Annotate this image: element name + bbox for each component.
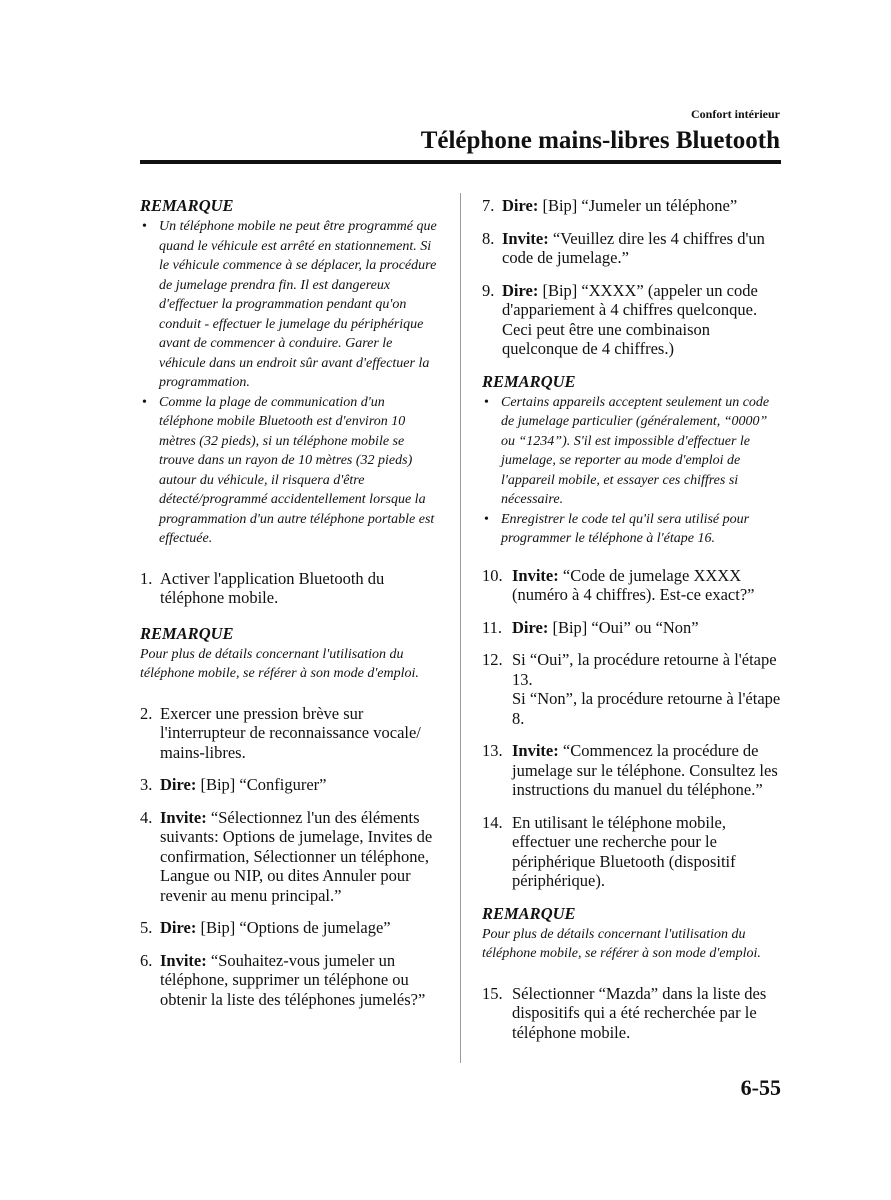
column-divider <box>460 193 461 1063</box>
step-number: 6. <box>140 950 153 970</box>
note-list <box>140 217 440 549</box>
step-number: 5. <box>140 918 153 937</box>
header-rule <box>140 160 781 164</box>
step-keyword: Dire: <box>502 196 539 215</box>
step-text: Si “Non”, la procédure retourne à l'étape 8. <box>512 689 781 728</box>
step-text: [Bip] “Oui” ou “Non” <box>548 617 699 637</box>
note-bullet-item <box>140 217 440 393</box>
note-title: REMARQUE <box>140 623 234 643</box>
step-number: 8. <box>482 228 495 248</box>
note-bullet-text: Enregistrer le code tel qu'il sera utilisé pour programmer le téléphone à l'étape 16. <box>501 511 750 546</box>
step-number: 3. <box>140 775 153 794</box>
note-bullet-text: Comme la plage de communication d'un téléphone mobile Bluetooth est d'environ 10 mètres (32 pieds), si un téléphone mobile se trouve dans un rayon de 10 mètres (32 pieds) autour du véhicule, il risquera d'être détecté/programmé accidentellement lorsque la programmation d'un autre téléphone portable est effectuée. <box>159 394 435 546</box>
step-10 <box>482 566 782 605</box>
step-7 <box>482 196 782 216</box>
note-text: Pour plus de détails concernant l'utilisation du téléphone mobile, se référer à son mode d'emploi. <box>482 926 761 961</box>
step-keyword: Dire: <box>502 280 539 300</box>
section-label: Confort intérieur <box>691 107 780 121</box>
page-title: Téléphone mains-libres Bluetooth <box>420 127 780 154</box>
step-keyword: Dire: <box>160 918 197 937</box>
step-number: 14. <box>482 812 503 832</box>
step-keyword: Invite: <box>160 807 207 827</box>
step-text: “Sélectionnez l'un des éléments suivants: Options de jumelage, Invites de confirmation, Sélectionner un téléphone, Langue ou NIP, ou dites Annuler pour revenir au menu principal.” <box>160 807 433 905</box>
step-keyword: Invite: <box>512 565 559 585</box>
step-6 <box>140 951 440 1010</box>
right-column <box>482 196 782 1042</box>
step-keyword: Invite: <box>512 741 559 760</box>
note-bullet-text: Certains appareils acceptent seulement un code de jumelage particulier (généralement, “0000” ou “1234”). S'il est impossible d'effectuer le jumelage, se reporter au mode d'emploi de l'appareil mobile, et essayer ces chiffres si nécessaire. <box>501 394 770 507</box>
step-keyword: Invite: <box>502 228 549 248</box>
note-block <box>140 196 440 549</box>
step-number: 7. <box>482 196 495 215</box>
step-number: 15. <box>482 983 503 1003</box>
note-block <box>140 624 440 684</box>
step-keyword: Dire: <box>160 775 197 794</box>
page-header <box>140 106 780 156</box>
note-bullet-item <box>140 393 440 549</box>
step-3 <box>140 775 440 795</box>
step-number: 13. <box>482 741 503 760</box>
step-text: “Commencez la procédure de jumelage sur le téléphone. Consultez les instructions du manuel du téléphone.” <box>512 741 778 799</box>
step-1 <box>140 569 440 608</box>
note-title: REMARQUE <box>482 371 576 391</box>
step-text: Exercer une pression brève sur l'interrupteur de reconnaissance vocale/ mains-libres. <box>160 703 421 762</box>
note-block <box>482 372 782 549</box>
step-text: Sélectionner “Mazda” dans la liste des dispositifs qui a été recherchée par le téléphone mobile. <box>512 983 767 1042</box>
step-text: Si “Oui”, la procédure retourne à l'étape 13. <box>512 650 777 689</box>
step-number: 10. <box>482 565 503 585</box>
step-text: En utilisant le téléphone mobile, effectuer une recherche pour le périphérique Bluetooth (dispositif périphérique). <box>512 812 736 890</box>
step-text: [Bip] “XXXX” (appeler un code d'appariement à 4 chiffres quelconque. Ceci peut être une combinaison quelconque de 4 chiffres.) <box>502 280 758 358</box>
step-text: [Bip] “Configurer” <box>196 775 327 794</box>
step-text: [Bip] “Options de jumelage” <box>196 918 391 937</box>
note-list <box>482 393 782 549</box>
step-11 <box>482 618 782 638</box>
step-number: 11. <box>482 617 503 637</box>
page-number: 6-55 <box>740 1075 781 1100</box>
step-13 <box>482 741 782 800</box>
bullet-icon: • <box>142 394 147 410</box>
step-keyword: Dire: <box>512 617 549 637</box>
step-number: 2. <box>140 703 153 723</box>
step-8 <box>482 229 782 268</box>
note-block <box>482 904 782 964</box>
step-12 <box>482 650 782 728</box>
step-text: “Veuillez dire les 4 chiffres d'un code de jumelage.” <box>502 228 765 267</box>
note-bullet-text: Un téléphone mobile ne peut être programmé que quand le véhicule est arrêté en stationnement. Si le véhicule commence à se déplacer, la procédure de jumelage prendra fin. Il est dangereux d'effectuer la programmation pendant qu'on conduit - effectuer le jumelage du périphérique avant de commencer à conduire. Garer le véhicule dans un endroit sûr avant d'effectuer la programmation. <box>159 219 437 390</box>
step-text: “Code de jumelage XXXX (numéro à 4 chiffres). Est-ce exact?” <box>512 565 755 604</box>
left-column <box>140 196 440 1009</box>
note-title: REMARQUE <box>482 903 576 923</box>
step-15 <box>482 984 782 1043</box>
step-9 <box>482 281 782 359</box>
step-text: Activer l'application Bluetooth du téléphone mobile. <box>160 568 385 607</box>
step-5 <box>140 918 440 938</box>
step-number: 4. <box>140 807 153 827</box>
note-text: Pour plus de détails concernant l'utilisation du téléphone mobile, se référer à son mode d'emploi. <box>140 646 419 681</box>
step-number: 12. <box>482 650 503 669</box>
bullet-icon: • <box>142 219 147 234</box>
bullet-icon: • <box>484 394 489 410</box>
bullet-icon: • <box>484 511 489 527</box>
step-keyword: Invite: <box>160 950 207 970</box>
step-number: 1. <box>140 568 153 588</box>
step-text: “Souhaitez-vous jumeler un téléphone, supprimer un téléphone ou obtenir la liste des téléphones jumelés?” <box>160 950 426 1009</box>
note-title: REMARQUE <box>140 196 234 215</box>
note-bullet-item <box>482 510 782 549</box>
step-2 <box>140 704 440 763</box>
step-number: 9. <box>482 280 495 300</box>
note-bullet-item <box>482 393 782 510</box>
step-4 <box>140 808 440 906</box>
step-14 <box>482 813 782 891</box>
step-text: [Bip] “Jumeler un téléphone” <box>538 196 738 215</box>
